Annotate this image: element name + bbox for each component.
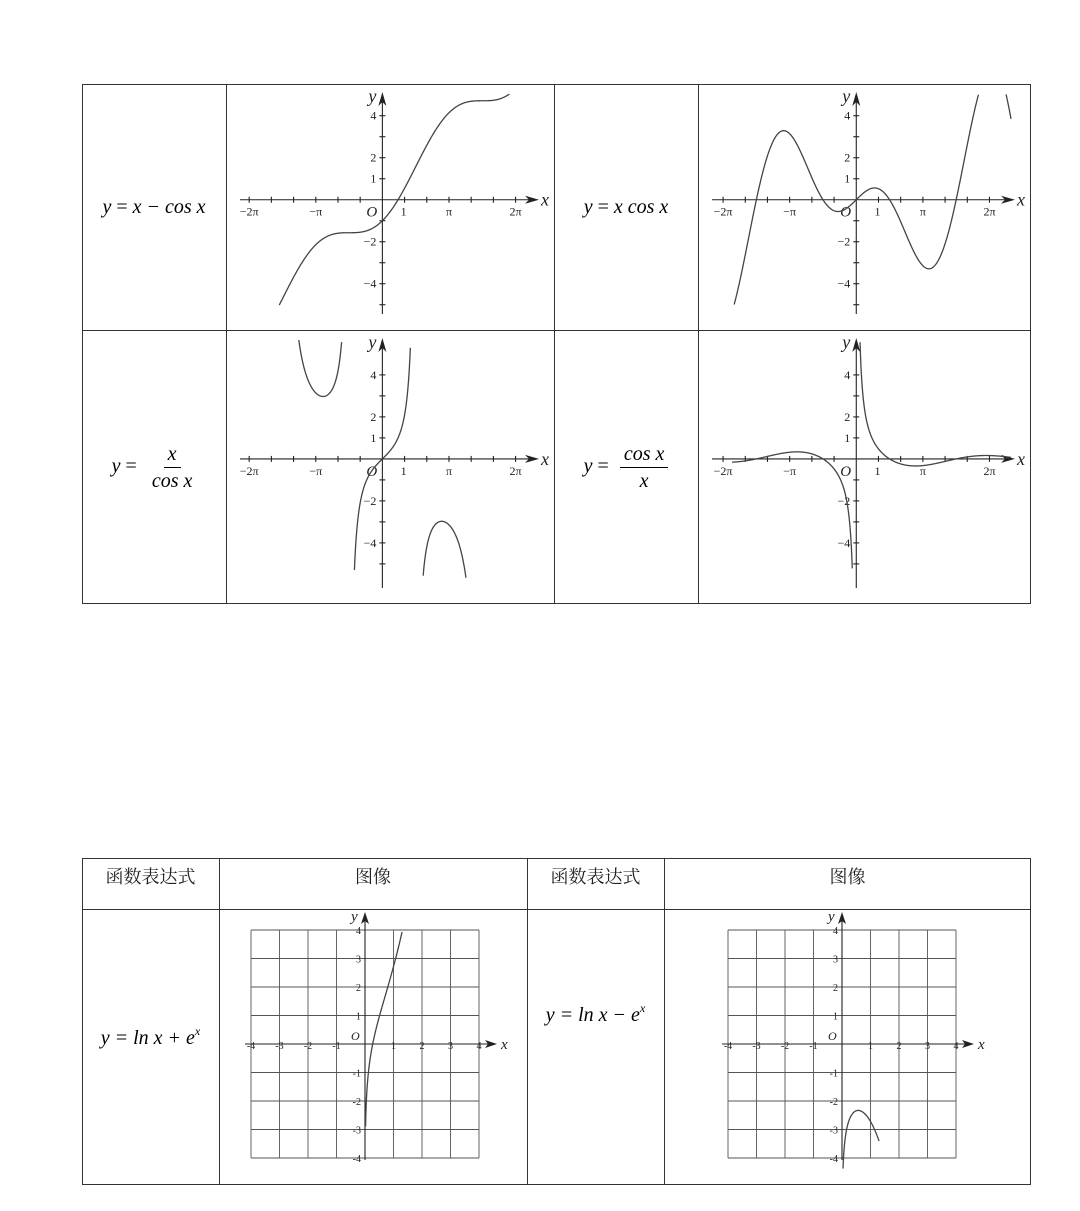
y-tick-label: -3 bbox=[829, 1125, 838, 1137]
x-tick-label: 1 bbox=[868, 1041, 873, 1052]
x-tick-label: π bbox=[445, 204, 453, 219]
formula-cell bbox=[82, 84, 226, 330]
x-tick-label: -3 bbox=[752, 1041, 761, 1052]
y-axis-label: y bbox=[351, 909, 358, 925]
header-graph: 图像 bbox=[355, 867, 391, 888]
x-tick-label: 2π bbox=[983, 463, 996, 478]
x-axis-label: x bbox=[1017, 448, 1025, 469]
header-expression: 函数表达式 bbox=[550, 867, 641, 888]
header-graph: 图像 bbox=[829, 867, 866, 888]
x-tick-label: 2π bbox=[509, 204, 522, 219]
x-tick-label: 2π bbox=[509, 463, 522, 478]
graph-x-minus-cos bbox=[228, 86, 553, 328]
y-tick-label: 4 bbox=[370, 367, 377, 382]
formula-ln-minus-exp: $y = \ln x - e^x$ bbox=[545, 1000, 646, 1026]
graph-cos-over-x bbox=[700, 332, 1029, 602]
y-tick-label: 1 bbox=[370, 430, 377, 445]
formula-ln-plus-exp: $y = \ln x + e^x$ bbox=[100, 1023, 201, 1049]
formula-cell bbox=[554, 84, 698, 330]
y-tick-label: 2 bbox=[356, 983, 361, 994]
graph-ln-minus-exp bbox=[666, 911, 1029, 1183]
y-tick-label: 2 bbox=[844, 150, 851, 165]
y-tick-label: 3 bbox=[833, 954, 838, 966]
y-tick-label: 4 bbox=[833, 926, 838, 937]
y-axis-label: y bbox=[828, 909, 835, 925]
x-tick-label: −2π bbox=[239, 204, 259, 219]
formula-cell bbox=[527, 995, 664, 1035]
origin-label: O bbox=[840, 463, 852, 480]
y-tick-label: −2 bbox=[363, 234, 377, 249]
x-tick-label: -4 bbox=[723, 1041, 733, 1052]
x-tick-label: −2π bbox=[713, 204, 733, 219]
x-axis-label: x bbox=[541, 189, 549, 210]
y-tick-label: −2 bbox=[837, 234, 851, 249]
y-axis-label: y bbox=[842, 332, 851, 352]
y-tick-label: 1 bbox=[370, 171, 377, 186]
formula-cos-over-x: y = $\frac{\text{cos x}}{x}$ bbox=[584, 443, 669, 492]
origin-label: O bbox=[366, 463, 378, 480]
y-tick-label: 1 bbox=[844, 430, 851, 445]
x-tick-label: 2π bbox=[983, 204, 996, 219]
y-tick-label: 3 bbox=[356, 954, 361, 966]
x-tick-label: 1 bbox=[874, 204, 881, 219]
header-expression: 函数表达式 bbox=[105, 867, 196, 888]
formula-x-over-cos: y = $\frac{x}{\text{cos x}}$ bbox=[111, 442, 193, 492]
x-tick-label: 2 bbox=[896, 1041, 902, 1052]
y-tick-label: -3 bbox=[352, 1125, 361, 1137]
x-tick-label: 2 bbox=[419, 1041, 425, 1052]
x-tick-label: 1 bbox=[400, 204, 407, 219]
x-tick-label: −π bbox=[783, 204, 797, 219]
x-tick-label: 3 bbox=[448, 1041, 453, 1052]
x-axis-label: x bbox=[541, 448, 549, 469]
graph-x-over-cos bbox=[228, 332, 553, 602]
y-tick-label: -2 bbox=[829, 1097, 838, 1108]
x-axis-label: x bbox=[501, 1037, 508, 1053]
formula-cell bbox=[82, 330, 226, 604]
y-tick-label: −4 bbox=[837, 276, 851, 291]
x-tick-label: −π bbox=[783, 463, 797, 478]
x-tick-label: π bbox=[445, 463, 453, 478]
x-tick-label: -1 bbox=[809, 1041, 818, 1052]
x-tick-label: π bbox=[919, 463, 926, 478]
y-tick-label: −4 bbox=[363, 535, 377, 550]
x-tick-label: −2π bbox=[239, 463, 259, 478]
x-tick-label: 4 bbox=[476, 1041, 482, 1052]
formula-cell bbox=[82, 1018, 219, 1058]
x-axis-label: x bbox=[978, 1037, 985, 1053]
x-tick-label: 1 bbox=[400, 463, 407, 478]
x-tick-label: 4 bbox=[953, 1041, 959, 1052]
y-tick-label: 1 bbox=[833, 1011, 838, 1023]
origin-label: O bbox=[351, 1029, 360, 1043]
y-tick-label: -1 bbox=[829, 1068, 838, 1080]
y-tick-label: -1 bbox=[352, 1068, 361, 1080]
x-tick-label: -2 bbox=[780, 1041, 790, 1052]
y-tick-label: 4 bbox=[370, 108, 377, 123]
y-tick-label: 2 bbox=[844, 409, 851, 424]
function-curve bbox=[843, 1110, 879, 1168]
function-curve bbox=[732, 342, 1011, 568]
origin-label: O bbox=[828, 1029, 837, 1043]
y-tick-label: −2 bbox=[837, 493, 851, 508]
y-tick-label: -4 bbox=[352, 1154, 361, 1165]
function-curve bbox=[366, 932, 402, 1126]
x-tick-label: −2π bbox=[713, 463, 733, 478]
x-tick-label: −π bbox=[309, 463, 323, 478]
x-tick-label: -2 bbox=[303, 1041, 313, 1052]
x-tick-label: -3 bbox=[275, 1041, 284, 1052]
x-tick-label: 1 bbox=[874, 463, 881, 478]
y-tick-label: −4 bbox=[363, 276, 377, 291]
y-axis-label: y bbox=[842, 86, 851, 106]
x-tick-label: 3 bbox=[925, 1041, 930, 1052]
x-axis-label: x bbox=[1017, 189, 1025, 210]
y-axis-label: y bbox=[368, 332, 377, 352]
y-tick-label: 2 bbox=[370, 409, 377, 424]
x-tick-label: π bbox=[919, 204, 926, 219]
y-tick-label: 4 bbox=[844, 108, 851, 123]
graph-x-cos bbox=[700, 86, 1029, 328]
y-tick-label: -2 bbox=[352, 1097, 361, 1108]
y-tick-label: −2 bbox=[363, 493, 377, 508]
y-tick-label: −4 bbox=[837, 535, 851, 550]
x-tick-label: −π bbox=[309, 204, 323, 219]
x-tick-label: -1 bbox=[332, 1041, 341, 1052]
y-tick-label: 4 bbox=[844, 367, 851, 382]
y-tick-label: 4 bbox=[356, 926, 361, 937]
y-tick-label: 2 bbox=[833, 983, 838, 994]
origin-label: O bbox=[840, 204, 852, 221]
y-tick-label: 1 bbox=[356, 1011, 361, 1023]
graph-ln-plus-exp bbox=[221, 911, 525, 1183]
y-tick-label: 1 bbox=[844, 171, 851, 186]
y-tick-label: 2 bbox=[370, 150, 377, 165]
y-axis-label: y bbox=[368, 86, 377, 106]
formula-cell bbox=[554, 330, 698, 604]
formula-x-cos: y = x cos x bbox=[583, 195, 669, 218]
formula-x-minus-cos: y = x − cos x bbox=[102, 195, 206, 218]
origin-label: O bbox=[366, 204, 378, 221]
x-tick-label: -4 bbox=[246, 1041, 256, 1052]
x-tick-label: 1 bbox=[391, 1041, 396, 1052]
y-tick-label: -4 bbox=[829, 1154, 838, 1165]
